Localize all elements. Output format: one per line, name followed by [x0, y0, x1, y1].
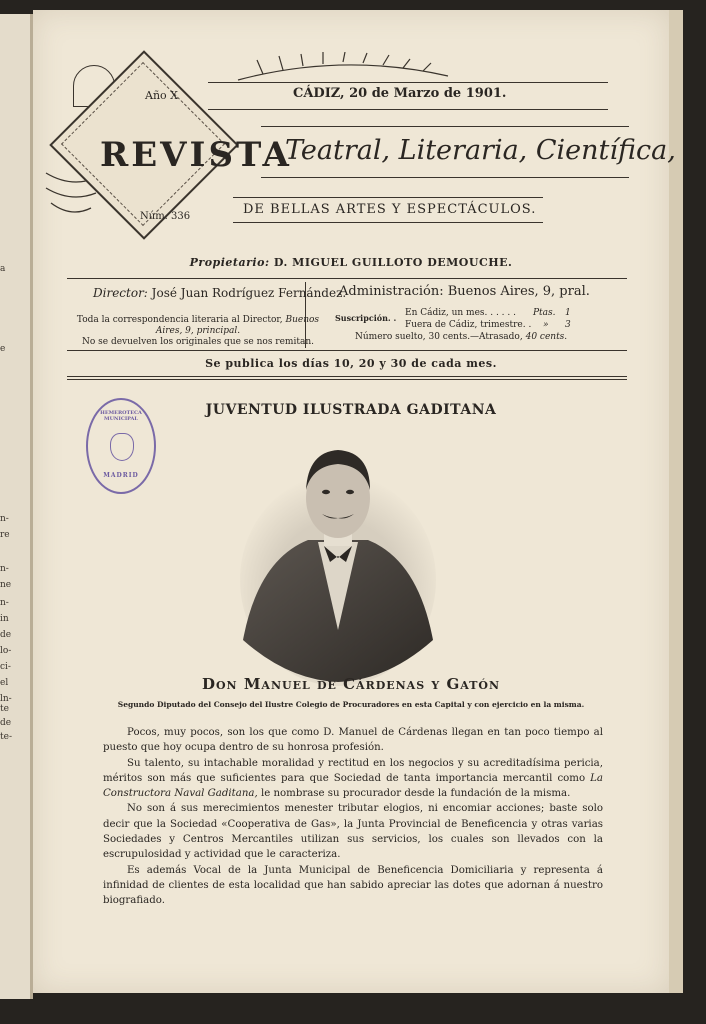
stamp-bottom-text: MADRID: [103, 472, 139, 479]
correspondence-note: [69, 315, 327, 348]
issue-number: Núm. 336: [140, 211, 191, 222]
left-fragment: de: [0, 718, 12, 728]
administration-label: Administración:: [339, 284, 444, 299]
left-fragment: lo-: [0, 646, 12, 656]
correspondence-address: Buenos Aires, 9, principal.: [155, 315, 320, 336]
divider-rule: [67, 376, 627, 377]
masthead: [33, 10, 676, 280]
subject-name: Don Manuel de Cárdenas y Gatón: [201, 675, 501, 693]
article-paragraph: Pocos, muy pocos, son los que como D. Manuel de Cárdenas llegan en tan poco tiempo al puesto que hoy ocupa dentro de su honrosa profesión.: [103, 727, 603, 754]
director-name: José Juan Rodríguez Fernández.: [151, 286, 347, 300]
article-text: le nombrase su procurador desde la fundación de la misma.: [260, 788, 571, 800]
left-fragment: n-: [0, 514, 9, 524]
director-line: [93, 286, 346, 300]
left-fragment: re: [0, 530, 10, 540]
originals-note: No se devuelven los originales que se nos remitan.: [82, 337, 314, 347]
subscription-unit: Ptas.: [533, 308, 556, 318]
left-fragment: el: [0, 678, 9, 688]
back-issue-price: 40 cents.: [525, 332, 568, 342]
article-body: [103, 725, 603, 909]
stamp-top-text: HEMEROTECA MUNICIPAL: [100, 410, 142, 422]
owner-label: Propietario:: [189, 256, 270, 269]
director-label: Director:: [93, 286, 148, 300]
left-fragment: e: [0, 344, 6, 354]
article-paragraph: Es además Vocal de la Junta Municipal de Beneficencia Domiciliaria y representa á infinidad de clientes de esta localidad que han sabido apreciar las dotes que adornan á nuestro biografiado.: [103, 864, 603, 907]
article-text: Su talento, su intachable moralidad y rectitud en los negocios y su acreditadísima pericia, méritos son más que suficientes para que Sociedad de tanta importancia mercantil como: [103, 757, 603, 784]
section-title: JUVENTUD ILUSTRADA GADITANA: [205, 402, 497, 418]
left-fragment: ln-: [0, 694, 12, 704]
single-issue-text: Número suelto, 30 cents.—Atrasado,: [355, 332, 523, 342]
year-label: Año X: [145, 89, 178, 102]
stamp-crest-icon: [110, 433, 134, 461]
newspaper-page: [33, 10, 676, 993]
subscription-price: 1: [565, 308, 571, 318]
subscription-item: En Cádiz, un mes. . . . . .: [405, 308, 516, 318]
article-paragraph: No son á sus merecimientos menester tributar elogios, ni encomiar acciones; baste solo decir que la Sociedad «Cooperativa de Gas», la Junta Provincial de Beneficencia y otras varias Sociedades y Centros Mercantiles utilizan sus servicios, los cuales son llevados con la escrupulosidad y actividad que le caracteriza.: [103, 803, 603, 861]
portrait-engraving: [238, 430, 438, 686]
left-fragment: in: [0, 614, 9, 624]
masthead-tagline: DE BELLAS ARTES Y ESPECTÁCULOS.: [243, 202, 537, 217]
article-paragraph: [103, 756, 603, 802]
left-fragment: de: [0, 630, 12, 640]
left-fragment: te: [0, 704, 9, 714]
masthead-subtitle: Teatral, Literaria, Científica,: [285, 135, 676, 166]
left-page-edge: [0, 14, 33, 999]
company-name: La Constructora Naval Gaditana,: [103, 772, 603, 800]
masthead-title: REVISTA: [100, 135, 292, 175]
left-fragment: te-: [0, 732, 12, 742]
left-fragment: ne: [0, 580, 12, 590]
publication-note: Se publica los días 10, 20 y 30 de cada mes.: [205, 357, 497, 370]
issue-date: CÁDIZ, 20 de Marzo de 1901.: [293, 86, 507, 101]
administration-line: [339, 284, 590, 299]
left-fragment: n-: [0, 598, 9, 608]
subscription-label: Suscripción. .: [335, 313, 397, 323]
left-fragment: n-: [0, 564, 9, 574]
divider-rule: [67, 379, 627, 380]
palm-leaves-ornament: [233, 52, 453, 82]
subscription-unit: »: [543, 320, 549, 330]
correspondence-text: Toda la correspondencia literaria al Director,: [76, 315, 283, 325]
subject-caption: Segundo Diputado del Consejo del Ilustre Colegio de Procuradores en esta Capital y con ejercicio en la misma.: [117, 700, 585, 709]
subscription-price: 3: [565, 320, 571, 330]
left-fragment: ci-: [0, 662, 11, 672]
owner-name: D. MIGUEL GUILLOTO DEMOUCHE.: [273, 256, 513, 269]
owner-line: [33, 256, 669, 269]
divider-rule: [67, 350, 627, 351]
left-fragment: a: [0, 264, 6, 274]
single-issue-price: [355, 332, 567, 342]
subscription-item: Fuera de Cádiz, trimestre. .: [405, 320, 532, 330]
administration-address: Buenos Aires, 9, pral.: [447, 284, 590, 299]
